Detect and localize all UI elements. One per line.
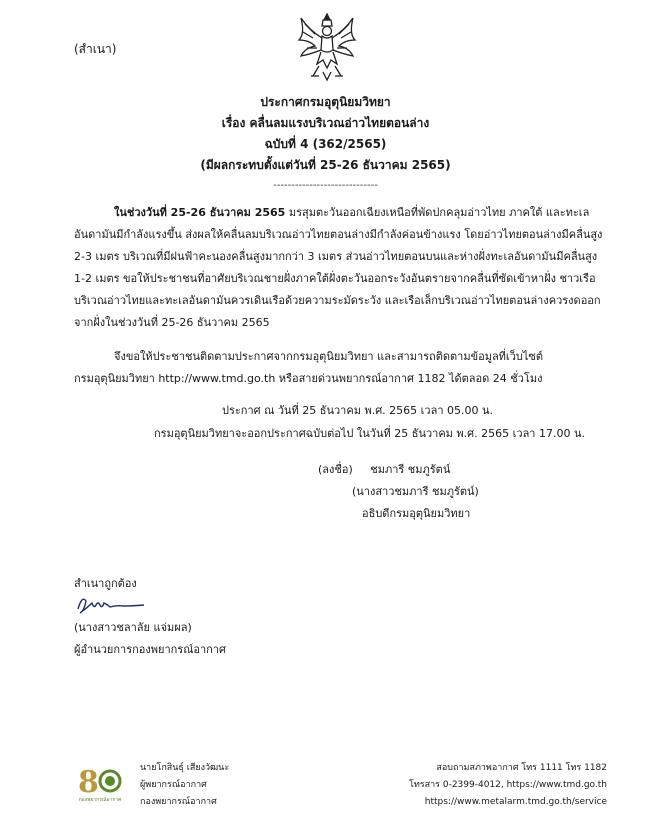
footer-contact-phone: สอบถามสภาพอากาศ โทร 1111 โทร 1182 [436, 763, 607, 773]
footer-forecaster-division: กองพยากรณ์อากาศ [140, 797, 217, 807]
copy-label: (สำเนา) [74, 42, 117, 56]
follow-paragraph [74, 346, 586, 390]
issued-datetime: ประกาศ ณ วันที่ 25 ธันวาคม พ.ศ. 2565 เวลา 05.00 น. [222, 404, 494, 417]
certify-name: (นางสาวชลาลัย แจ่มผล) [74, 621, 192, 634]
garuda-emblem-icon [295, 10, 359, 82]
body-line-4: 1-2 เมตร ขอให้ประชาชนที่อาศัยบริเวณชายฝั่งภาคใต้ฝั่งตะวันออกระวังอันตรายจากคลื่นที่ซัดเข้าหาฝั่ง ชาวเรือ [74, 272, 596, 285]
body-line-1-rest: มรสุมตะวันออกเฉียงเหนือที่พัดปกคลุมอ่าวไทย ภาคใต้ และทะเล [285, 206, 590, 219]
title-line-subject: เรื่อง คลื่นลมแรงบริเวณอ่าวไทยตอนล่าง [221, 116, 430, 130]
next-issue-notice: กรมอุตุนิยมวิทยาจะออกประกาศฉบับต่อไป ในวันที่ 25 ธันวาคม พ.ศ. 2565 เวลา 17.00 น. [154, 427, 585, 440]
footer-forecaster-name: นายโกสินธุ์ เสียงวัฒนะ [140, 763, 230, 773]
certify-label: สำเนาถูกต้อง [74, 577, 137, 590]
body-line-3: 2-3 เมตร บริเวณที่มีฝนฟ้าคะนองคลื่นสูงมากกว่า 3 เมตร ส่วนอ่าวไทยตอนบนและห่างฝั่งทะเลอันดามันมีคลื่นสูง [74, 250, 598, 263]
body-lead-bold: ในช่วงวันที่ 25-26 ธันวาคม 2565 [114, 206, 286, 219]
footer-forecaster-role: ผู้พยากรณ์อากาศ [140, 780, 207, 790]
title-block [0, 92, 651, 176]
divider-line: ----------------------------- [273, 180, 378, 191]
body-line-5: บริเวณอ่าวไทยและทะเลอันดามันควรเดินเรือด้วยความระมัดระวัง และเรือเล็กบริเวณอ่าวไทยตอนล่างควรงดออก [74, 294, 601, 307]
handwritten-signature-icon [74, 591, 146, 617]
follow-line-1: จึงขอให้ประชาชนติดตามประกาศจากกรมอุตุนิยมวิทยา และสามารถติดตามข้อมูลที่เว็บไซต์ [114, 350, 543, 363]
body-line-6: จากฝั่งในช่วงวันที่ 25-26 ธันวาคม 2565 [74, 316, 270, 329]
title-line-issue: ฉบับที่ 4 (362/2565) [264, 137, 387, 151]
signatory-position: อธิบดีกรมอุตุนิยมวิทยา [362, 507, 471, 520]
certify-position: ผู้อำนวยการกองพยากรณ์อากาศ [74, 643, 227, 656]
footer-forecaster [140, 760, 229, 811]
signatory-block [318, 459, 479, 525]
department-logo [76, 760, 124, 806]
svg-text:8: 8 [78, 765, 99, 800]
department-logo-text: กองพยากรณ์อากาศ [78, 797, 122, 803]
title-line-effective: (มีผลกระทบตั้งแต่วันที่ 25-26 ธันวาคม 2565) [200, 158, 451, 172]
body-line-2: อันดามันมีกำลังแรงขึ้น ส่งผลให้คลื่นลมบริเวณอ่าวไทยตอนล่างมีกำลังค่อนข้างแรง โดยอ่าวไทยตอนล่างมีคลื่นสูง [74, 228, 603, 241]
footer-contact-service-link[interactable]: https://www.metalarm.tmd.go.th/service [424, 797, 607, 807]
footer-contact [409, 760, 607, 811]
body-paragraph [74, 202, 603, 334]
title-line-agency: ประกาศกรมอุตุนิยมวิทยา [260, 95, 391, 109]
signatory-signed: (ลงชื่อ) ชมภารี ชมภูรัตน์ [318, 463, 451, 476]
follow-line-2: กรมอุตุนิยมวิทยา http://www.tmd.go.th หรือสายด่วนพยากรณ์อากาศ 1182 ได้ตลอด 24 ชั่วโมง [74, 372, 543, 385]
body-line-1 [74, 202, 590, 224]
footer-contact-fax-website: โทรสาร 0-2399-4012, https://www.tmd.go.th [409, 780, 607, 790]
certify-block [74, 573, 226, 661]
signatory-full-name: (นางสาวชมภารี ชมภูรัตน์) [352, 485, 479, 498]
